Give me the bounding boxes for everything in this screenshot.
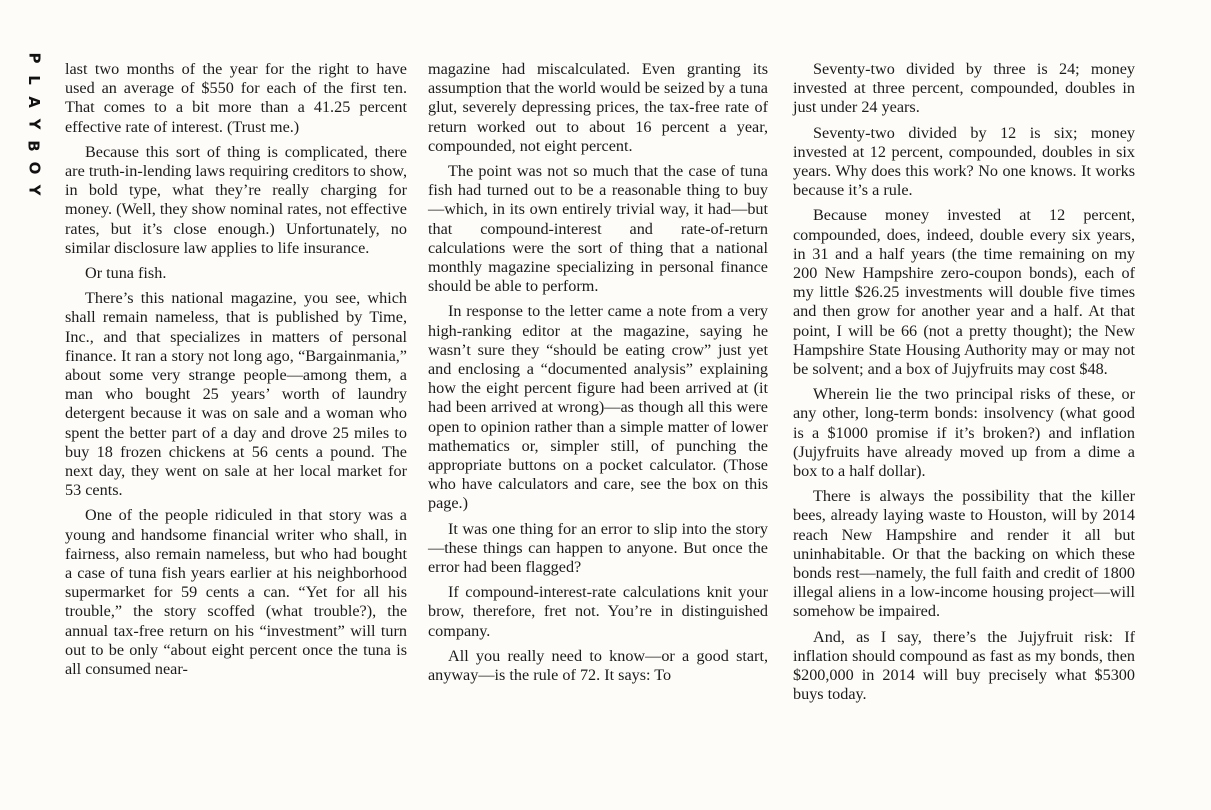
playboy-masthead <box>22 50 46 204</box>
paragraph: And, as I say, there’s the Jujyfruit risk: If inflation should compound as fast as my bonds, then $200,000 in 2014 will buy precisely what $5300 buys today. <box>793 627 1135 704</box>
masthead-letter: P <box>25 52 43 64</box>
paragraph: last two months of the year for the right to have used an average of $550 for each of the first ten. That comes to a bit more than a 41.25 percent effective rate of interest. (Trust me.) <box>65 60 407 136</box>
masthead-letter: Y <box>25 184 43 196</box>
masthead-letter: B <box>25 140 43 152</box>
text-column-3 <box>793 60 1135 711</box>
paragraph: Because money invested at 12 percent, compounded, does, indeed, double every six years, in 31 and a half years (the time remaining on my 200 New Hampshire zero-coupon bonds), each of my little $26.25 investments will double five times and then grow for another year and a half. At that point, I will be 66 (not a pretty thought); the New Hampshire State Housing Authority may or may not be solvent; and a box of Jujyfruits may cost $48. <box>793 206 1135 379</box>
paragraph: Seventy-two divided by 12 is six; money invested at 12 percent, compounded, doubles in six years. Why does this work? No one knows. It works because it’s a rule. <box>793 123 1135 200</box>
paragraph: If compound-interest-rate calculations knit your brow, therefore, fret not. You’re in distinguished company. <box>428 583 768 640</box>
paragraph: Or tuna fish. <box>85 264 167 283</box>
paragraph: In response to the letter came a note from a very high-ranking editor at the magazine, saying he wasn’t sure they “should be eating crow” just yet and enclosing a “documented analysis” explaining how the eight percent figure had been arrived at (it had been arrived at wrong)—as though all this were open to opinion rather than a simple matter of lower mathematics or, simpler still, of punching the appropriate buttons on a pocket calculator. (Those who have calculators and care, see the box on this page.) <box>428 302 768 513</box>
paragraph: It was one thing for an error to slip into the story—these things can happen to anyone. But once the error had been flagged? <box>428 519 768 577</box>
paragraph: magazine had miscalculated. Even granting its assumption that the world would be seized by a tuna glut, severely depressing prices, the tax-free rate of return worked out to about 16 percent a year, compounded, not eight percent. <box>428 60 768 155</box>
text-column-1 <box>65 60 407 685</box>
paragraph: The point was not so much that the case of tuna fish had turned out to be a reasonable thing to buy—which, in its own entirely trivial way, it had—but that compound-interest and rate-of-return calculations were the sort of thing that a national monthly magazine specializing in personal finance should be able to perform. <box>428 162 768 296</box>
paragraph: Because this sort of thing is complicated, there are truth-in-lending laws requiring creditors to show, in bold type, what they’re really charging for money. (Well, they show nominal rates, not effective rates, but it’s close enough.) Unfortunately, no similar disclosure law applies to life insurance. <box>65 142 407 257</box>
paragraph: Wherein lie the two principal risks of these, or any other, long-term bonds: insolvency (what good is a $1000 promise if it’s broken?) and inflation (Jujyfruits have already moved up from a dime a box to a half dollar). <box>793 385 1135 481</box>
text-column-2 <box>428 60 768 691</box>
masthead-letter: Y <box>25 118 43 130</box>
masthead-letter: L <box>25 75 43 85</box>
masthead-letter: A <box>24 96 43 108</box>
paragraph: Seventy-two divided by three is 24; money invested at three percent, compounded, doubles in just under 24 years. <box>793 60 1135 117</box>
paragraph: There is always the possibility that the killer bees, already laying waste to Houston, will by 2014 reach New Hampshire and render it all but uninhabitable. Or that the backing on which these bonds rest—namely, the full faith and credit of 1800 illegal aliens in a low-income housing project—will somehow be impaired. <box>793 487 1135 621</box>
masthead-letter: O <box>24 161 43 175</box>
paragraph: There’s this national magazine, you see, which shall remain nameless, that is published by Time, Inc., and that specializes in matters of personal finance. It ran a story not long ago, “Bargainmania,” about some very strange people—among them, a man who bought 25 years’ worth of laundry detergent because it was on sale and a woman who spent the better part of a day and drove 25 miles to buy 18 frozen chickens at 56 cents a pound. The next day, they went on sale at her local market for 53 cents. <box>65 289 407 500</box>
paragraph: All you really need to know—or a good start, anyway—is the rule of 72. It says: To <box>428 646 768 685</box>
paragraph: One of the people ridiculed in that story was a young and handsome financial writer who shall, in fairness, also remain nameless, but who had bought a case of tuna fish years earlier at his neighborhood supermarket for 59 cents a can. “Yet for all his trouble,” the story scoffed (what trouble?), the annual tax-free return on his “investment” will turn out to be only “about eight percent once the tuna is all consumed near- <box>65 506 407 679</box>
